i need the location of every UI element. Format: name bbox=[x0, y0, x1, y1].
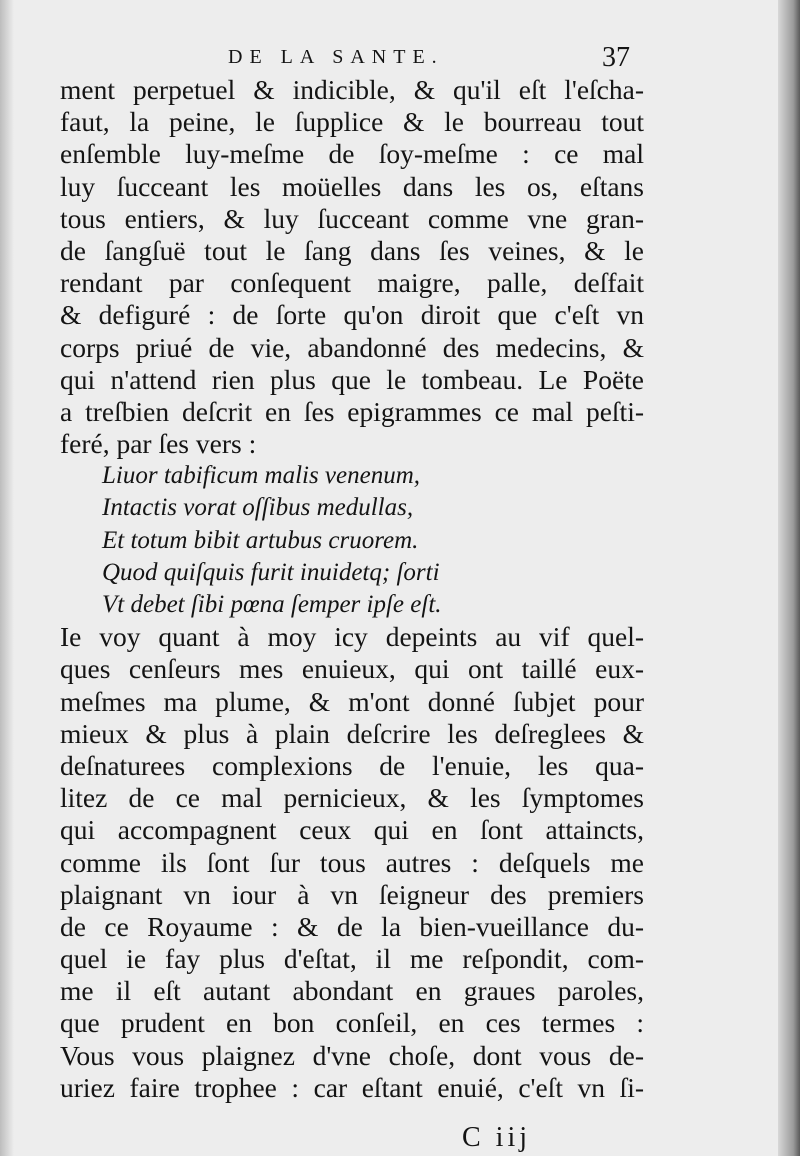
text-line: mieux & plus à plain deſcrire les deſreglees & bbox=[60, 717, 644, 749]
page-header bbox=[228, 42, 628, 76]
text-line: meſmes ma plume, & m'ont donné ſubjet pour bbox=[60, 685, 644, 717]
text-line: rendant par conſequent maigre, palle, deſfait bbox=[60, 267, 644, 299]
verse-line: Et totum bibit artubus cruorem. bbox=[102, 526, 419, 554]
text-line: tous entiers, & luy ſucceant comme vne gran- bbox=[60, 202, 644, 234]
text-line: qui accompagnent ceux qui en ſont attaincts, bbox=[60, 814, 644, 846]
page-number: 37 bbox=[602, 42, 630, 73]
text-line: feré, par ſes vers : bbox=[60, 428, 257, 460]
book-binding-edge bbox=[778, 0, 800, 1156]
text-line: de ſangſuë tout le ſang dans ſes veines, & le bbox=[60, 234, 644, 266]
text-line: plaignant vn iour à vn ſeigneur des premiers bbox=[60, 878, 644, 910]
text-line: que prudent en bon conſeil, en ces termes : bbox=[60, 1007, 644, 1039]
verse-line: Quod quiſquis furit inuidetq; ſorti bbox=[102, 558, 440, 586]
text-line: quel ie fay plus d'eſtat, il me reſpondit, com- bbox=[60, 943, 644, 975]
text-line: Vous vous plaignez d'vne choſe, dont vous de- bbox=[60, 1039, 644, 1071]
text-line: deſnaturees complexions de l'enuie, les qua- bbox=[60, 749, 644, 781]
text-block bbox=[60, 74, 644, 1104]
verse-line: Intactis vorat oſſibus medullas, bbox=[102, 494, 414, 522]
text-line: Ie voy quant à moy icy depeints au vif quel- bbox=[60, 621, 644, 653]
text-line: ques cenſeurs mes enuieux, qui ont taillé eux- bbox=[60, 653, 644, 685]
text-line: a treſbien deſcrit en ſes epigrammes ce mal peſti- bbox=[60, 395, 644, 427]
page-edge-shadow bbox=[0, 0, 14, 1156]
text-line: litez de ce mal pernicieux, & les ſymptomes bbox=[60, 782, 644, 814]
text-line: comme ils ſont ſur tous autres : deſquels me bbox=[60, 846, 644, 878]
text-line: ment perpetuel & indicible, & qu'il eſt l'eſcha- bbox=[60, 74, 644, 105]
text-line: me il eſt autant abondant en graues paroles, bbox=[60, 975, 644, 1007]
text-line: uriez faire trophee : car eſtant enuié, c'eſt vn ſi- bbox=[60, 1071, 644, 1103]
text-line: enſemble luy-meſme de ſoy-meſme : ce mal bbox=[60, 138, 644, 170]
text-line: luy ſucceant les moüelles dans les os, eſtans bbox=[60, 170, 644, 202]
text-line: faut, la peine, le ſupplice & le bourreau tout bbox=[60, 106, 644, 138]
verse-line: Liuor tabificum malis venenum, bbox=[102, 462, 421, 490]
text-line: corps priué de vie, abandonné des medecins, & bbox=[60, 331, 644, 363]
running-head: DE LA SANTE. bbox=[228, 46, 444, 68]
text-line: qui n'attend rien plus que le tombeau. Le Poëte bbox=[60, 363, 644, 395]
text-line: & defiguré : de ſorte qu'on diroit que c'eſt vn bbox=[60, 299, 644, 331]
signature-mark: C iij bbox=[462, 1122, 532, 1153]
verse-line: Vt debet ſibi pœna ſemper ipſe eſt. bbox=[102, 591, 442, 618]
text-line: de ce Royaume : & de la bien-vueillance du- bbox=[60, 910, 644, 942]
